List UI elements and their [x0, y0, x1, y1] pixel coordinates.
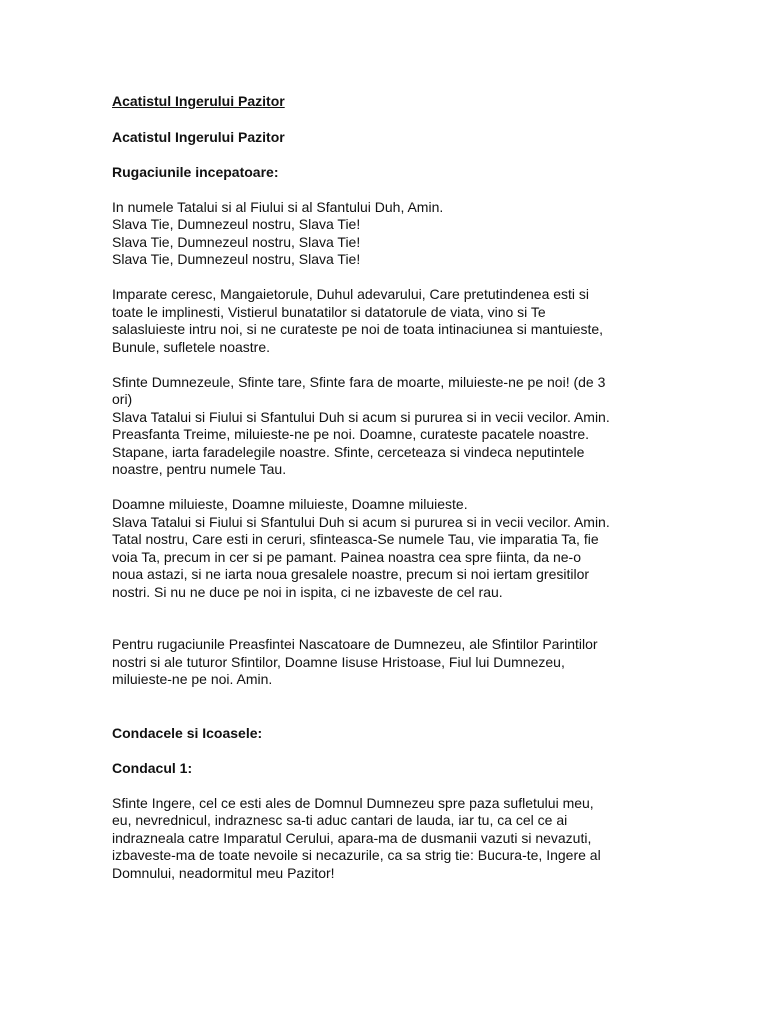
- spacer: [112, 181, 672, 199]
- paragraph-3: Sfinte Dumnezeule, Sfinte tare, Sfinte fara de moarte, miluieste-ne pe noi! (de 3 ori) Slava Tatalui si Fiului si Sfantului Duh si acum si pururea si in vecii vecilor. Amin. Preasfanta Treime, miluieste-ne pe noi. Doamne, curateste pacatele noastre. Stapane, iarta faradelegile noastre. Sfinte, cerceteaza si vindeca neputintele noastre, pentru numele Tau.: [112, 373, 610, 477]
- paragraph-6: Sfinte Ingere, cel ce esti ales de Domnul Dumnezeu spre paza sufletului meu, eu, nevrednicul, indraznesc sa-ti aduc cantari de lauda, iar tu, ca cel ce ai indrazneala catre Imparatul Cerului, apara-ma de dusmanii vazuti si nevazuti, izbaveste-ma de toate nevoile si necazurile, ca sa strig tie: Bucura-te, Ingere al Domnului, neadormitul meu Pazitor!: [112, 794, 601, 881]
- section-heading-condace: Condacele si Icoasele:: [112, 724, 263, 741]
- section-heading-condac-1: Condacul 1:: [112, 760, 193, 776]
- spacer: [112, 479, 672, 497]
- section-heading-start: Rugaciunile incepatoare:: [112, 164, 279, 180]
- spacer: [112, 742, 672, 760]
- paragraph-4: Doamne miluieste, Doamne miluieste, Doamne miluieste. Slava Tatalui si Fiului si Sfantului Duh si acum si pururea si in vecii vecilor. Amin. Tatal nostru, Care esti in ceruri, sfinteasca-Se numele Tau, vie imparatia Ta, fie voia Ta, precum in cer si pe pamant. Painea noastra cea spre fiinta, da ne-o noua astazi, si ne iarta noua gresalele noastre, precum si noi iertam gresitilor nostri. Si nu ne duce pe noi in ispita, ci ne izbaveste de cel rau.: [112, 496, 610, 600]
- paragraph-5: Pentru rugaciunile Preasfintei Nascatoare de Dumnezeu, ale Sfintilor Parintilor nostri si ale tuturor Sfintilor, Doamne Iisuse Hristoase, Fiul lui Dumnezeu, miluieste-ne pe noi. Amin.: [112, 636, 598, 687]
- paragraph-1: In numele Tatalui si al Fiului si al Sfantului Duh, Amin. Slava Tie, Dumnezeul nostru, Slava Tie! Slava Tie, Dumnezeul nostru, Slava Tie! Slava Tie, Dumnezeul nostru, Slava Tie!: [112, 198, 444, 267]
- spacer: [112, 777, 672, 795]
- spacer: [112, 689, 672, 724]
- document-title-link[interactable]: Acatistul Ingerului Pazitor: [112, 93, 285, 109]
- spacer: [112, 110, 672, 128]
- document-page: [112, 92, 672, 882]
- spacer: [112, 269, 672, 287]
- paragraph-2: Imparate ceresc, Mangaietorule, Duhul adevarului, Care pretutindenea esti si toate le implinesti, Vistierul bunatatilor si datatorule de viata, vino si Te salasluieste intru noi, si ne curateste pe noi de toata intinaciunea si mantuieste, Bunule, sufletele noastre.: [112, 286, 604, 355]
- spacer: [112, 601, 672, 636]
- document-title: Acatistul Ingerului Pazitor: [112, 128, 285, 145]
- spacer: [112, 146, 672, 164]
- spacer: [112, 356, 672, 374]
